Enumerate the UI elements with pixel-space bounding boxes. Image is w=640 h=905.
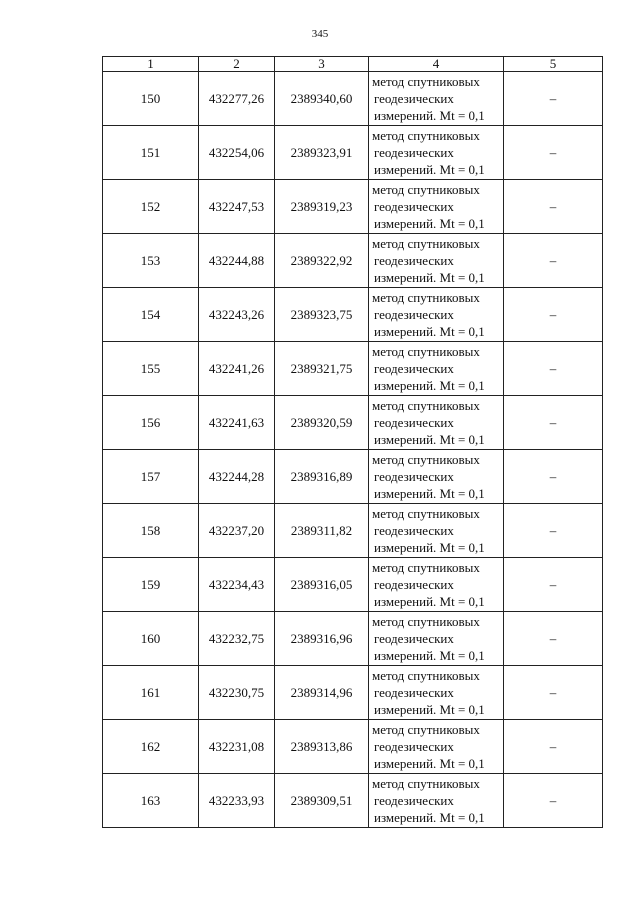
method-text-line2: геодезических <box>374 631 454 646</box>
y-coordinate-cell: 2389320,59 <box>275 396 369 450</box>
method-text-line3: измерений. Mt = 0,1 <box>374 486 485 501</box>
y-coordinate-cell: 2389311,82 <box>275 504 369 558</box>
method-text-line1: метод спутниковых <box>372 452 480 467</box>
method-text-line2: геодезических <box>374 739 454 754</box>
table-row <box>103 180 603 234</box>
method-text-line1: метод спутниковых <box>372 398 480 413</box>
y-coordinate-cell: 2389316,89 <box>275 450 369 504</box>
note-cell: – <box>504 720 603 774</box>
y-coordinate-cell: 2389316,96 <box>275 612 369 666</box>
x-coordinate-cell: 432244,28 <box>199 450 275 504</box>
point-number-cell: 156 <box>103 396 199 450</box>
method-text-line3: измерений. Mt = 0,1 <box>374 216 485 231</box>
note-cell: – <box>504 342 603 396</box>
table-row <box>103 720 603 774</box>
method-text-line2: геодезических <box>374 577 454 592</box>
method-cell <box>369 450 504 504</box>
method-text-line1: метод спутниковых <box>372 290 480 305</box>
note-cell: – <box>504 450 603 504</box>
x-coordinate-cell: 432254,06 <box>199 126 275 180</box>
x-coordinate-cell: 432234,43 <box>199 558 275 612</box>
note-cell: – <box>504 504 603 558</box>
point-number-cell: 151 <box>103 126 199 180</box>
table-row <box>103 666 603 720</box>
method-text-line3: измерений. Mt = 0,1 <box>374 810 485 825</box>
table-body <box>103 72 603 828</box>
method-text-line3: измерений. Mt = 0,1 <box>374 162 485 177</box>
method-text-line1: метод спутниковых <box>372 344 480 359</box>
method-cell <box>369 288 504 342</box>
note-cell: – <box>504 612 603 666</box>
point-number-cell: 160 <box>103 612 199 666</box>
x-coordinate-cell: 432277,26 <box>199 72 275 126</box>
method-text-line3: измерений. Mt = 0,1 <box>374 540 485 555</box>
table-row <box>103 234 603 288</box>
method-text-line3: измерений. Mt = 0,1 <box>374 648 485 663</box>
note-cell: – <box>504 558 603 612</box>
point-number-cell: 162 <box>103 720 199 774</box>
method-text-line3: измерений. Mt = 0,1 <box>374 108 485 123</box>
method-text-line2: геодезических <box>374 307 454 322</box>
x-coordinate-cell: 432247,53 <box>199 180 275 234</box>
method-text-line3: измерений. Mt = 0,1 <box>374 756 485 771</box>
method-text-line2: геодезических <box>374 469 454 484</box>
note-cell: – <box>504 234 603 288</box>
point-number-cell: 155 <box>103 342 199 396</box>
method-text-line1: метод спутниковых <box>372 776 480 791</box>
x-coordinate-cell: 432241,63 <box>199 396 275 450</box>
method-text-line2: геодезических <box>374 199 454 214</box>
note-cell: – <box>504 774 603 828</box>
method-cell <box>369 558 504 612</box>
point-number-cell: 163 <box>103 774 199 828</box>
table-row <box>103 774 603 828</box>
method-cell <box>369 180 504 234</box>
method-text-line2: геодезических <box>374 253 454 268</box>
method-text-line2: геодезических <box>374 793 454 808</box>
x-coordinate-cell: 432230,75 <box>199 666 275 720</box>
table-row <box>103 288 603 342</box>
y-coordinate-cell: 2389316,05 <box>275 558 369 612</box>
x-coordinate-cell: 432243,26 <box>199 288 275 342</box>
method-text-line1: метод спутниковых <box>372 668 480 683</box>
method-cell <box>369 126 504 180</box>
y-coordinate-cell: 2389323,75 <box>275 288 369 342</box>
note-cell: – <box>504 288 603 342</box>
x-coordinate-cell: 432232,75 <box>199 612 275 666</box>
table-row <box>103 612 603 666</box>
table-row <box>103 558 603 612</box>
point-number-cell: 150 <box>103 72 199 126</box>
method-text-line2: геодезических <box>374 361 454 376</box>
y-coordinate-cell: 2389322,92 <box>275 234 369 288</box>
header-col-4: 4 <box>369 57 504 72</box>
method-cell <box>369 612 504 666</box>
method-text-line3: измерений. Mt = 0,1 <box>374 324 485 339</box>
note-cell: – <box>504 180 603 234</box>
method-text-line1: метод спутниковых <box>372 182 480 197</box>
method-text-line1: метод спутниковых <box>372 128 480 143</box>
method-text-line1: метод спутниковых <box>372 74 480 89</box>
method-text-line1: метод спутниковых <box>372 236 480 251</box>
point-number-cell: 158 <box>103 504 199 558</box>
method-text-line2: геодезических <box>374 523 454 538</box>
method-text-line2: геодезических <box>374 685 454 700</box>
y-coordinate-cell: 2389309,51 <box>275 774 369 828</box>
point-number-cell: 153 <box>103 234 199 288</box>
table-row <box>103 126 603 180</box>
header-col-5: 5 <box>504 57 603 72</box>
x-coordinate-cell: 432231,08 <box>199 720 275 774</box>
x-coordinate-cell: 432233,93 <box>199 774 275 828</box>
note-cell: – <box>504 396 603 450</box>
point-number-cell: 152 <box>103 180 199 234</box>
method-text-line2: геодезических <box>374 91 454 106</box>
table-row <box>103 504 603 558</box>
x-coordinate-cell: 432241,26 <box>199 342 275 396</box>
y-coordinate-cell: 2389319,23 <box>275 180 369 234</box>
method-text-line3: измерений. Mt = 0,1 <box>374 270 485 285</box>
y-coordinate-cell: 2389340,60 <box>275 72 369 126</box>
method-cell <box>369 72 504 126</box>
table-row <box>103 72 603 126</box>
coordinates-table <box>102 56 603 828</box>
header-col-1: 1 <box>103 57 199 72</box>
point-number-cell: 154 <box>103 288 199 342</box>
method-text-line1: метод спутниковых <box>372 722 480 737</box>
x-coordinate-cell: 432237,20 <box>199 504 275 558</box>
method-text-line3: измерений. Mt = 0,1 <box>374 432 485 447</box>
method-text-line1: метод спутниковых <box>372 560 480 575</box>
y-coordinate-cell: 2389313,86 <box>275 720 369 774</box>
table-row <box>103 396 603 450</box>
method-cell <box>369 342 504 396</box>
method-cell <box>369 234 504 288</box>
method-cell <box>369 720 504 774</box>
method-text-line3: измерений. Mt = 0,1 <box>374 378 485 393</box>
method-text-line3: измерений. Mt = 0,1 <box>374 702 485 717</box>
page-number: 345 <box>311 28 329 40</box>
note-cell: – <box>504 72 603 126</box>
method-cell <box>369 396 504 450</box>
method-cell <box>369 504 504 558</box>
point-number-cell: 157 <box>103 450 199 504</box>
x-coordinate-cell: 432244,88 <box>199 234 275 288</box>
table-row <box>103 450 603 504</box>
point-number-cell: 161 <box>103 666 199 720</box>
method-cell <box>369 666 504 720</box>
method-text-line3: измерений. Mt = 0,1 <box>374 594 485 609</box>
note-cell: – <box>504 666 603 720</box>
header-col-2: 2 <box>199 57 275 72</box>
y-coordinate-cell: 2389314,96 <box>275 666 369 720</box>
point-number-cell: 159 <box>103 558 199 612</box>
header-col-3: 3 <box>275 57 369 72</box>
method-text-line1: метод спутниковых <box>372 506 480 521</box>
header-row <box>103 57 603 72</box>
method-text-line2: геодезических <box>374 145 454 160</box>
method-text-line1: метод спутниковых <box>372 614 480 629</box>
method-text-line2: геодезических <box>374 415 454 430</box>
y-coordinate-cell: 2389323,91 <box>275 126 369 180</box>
y-coordinate-cell: 2389321,75 <box>275 342 369 396</box>
table-row <box>103 342 603 396</box>
method-cell <box>369 774 504 828</box>
note-cell: – <box>504 126 603 180</box>
